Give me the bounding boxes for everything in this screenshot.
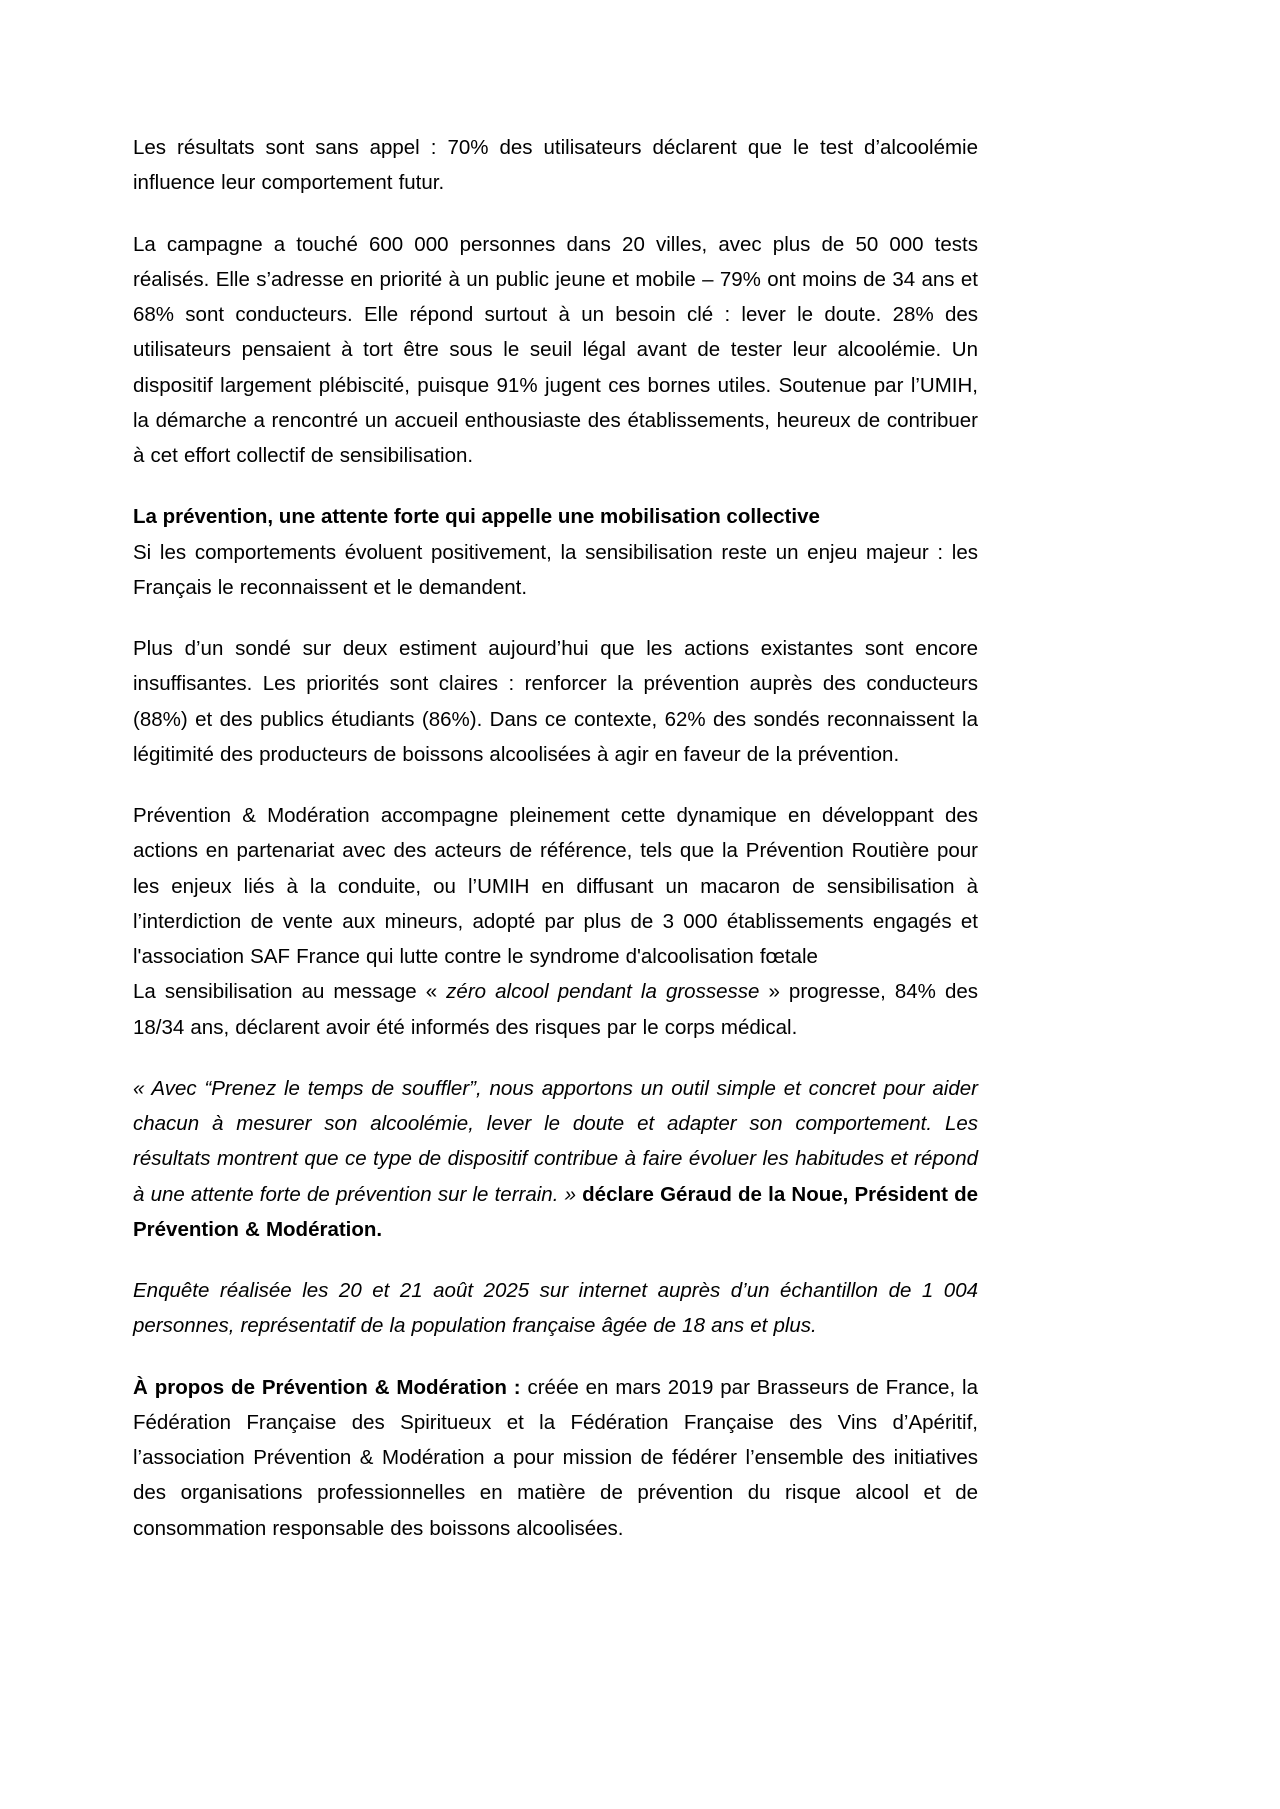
pregnancy-quote-italic: zéro alcool pendant la grossesse xyxy=(446,980,760,1004)
pregnancy-text-before: La sensibilisation au message « xyxy=(133,980,447,1004)
quote-attribution: déclare Géraud de la Noue, Président de Prévention & Modération. xyxy=(133,1182,979,1241)
paragraph-pregnancy-message xyxy=(133,974,978,1045)
paragraph-results: Les résultats sont sans appel : 70% des utilisateurs déclarent que le test d’alcoolémie influence leur comportement futur. xyxy=(133,136,978,195)
paragraph-quote xyxy=(133,1071,978,1247)
paragraph-survey-note: Enquête réalisée les 20 et 21 août 2025 sur internet auprès d’un échantillon de 1 004 personnes, représentatif de la population française âgée de 18 ans et plus. xyxy=(133,1279,978,1338)
about-label: À propos de Prévention & Modération : xyxy=(133,1375,521,1399)
about-description: créée en mars 2019 par Brasseurs de France, la Fédération Française des Spiritueux et la Fédération Française des Vins d’Apéritif, l’association Prévention & Modération a pour mission de fédérer l’ensemble des initiatives des organisations professionnelles en matière de prévention du risque alcool et de consommation responsable des boissons alcoolisées. xyxy=(133,1375,978,1540)
paragraph-priorities: Plus d’un sondé sur deux estiment aujourd’hui que les actions existantes sont encore insuffisantes. Les priorités sont claires : renforcer la prévention auprès des conducteurs (88%) et des publics étudiants (86%). Dans ce contexte, 62% des sondés reconnaissent la légitimité des producteurs de boissons alcoolisées à agir en faveur de la prévention. xyxy=(133,637,978,766)
section-heading-prevention: La prévention, une attente forte qui appelle une mobilisation collective xyxy=(133,505,820,529)
paragraph-partnerships: Prévention & Modération accompagne pleinement cette dynamique en développant des actions en partenariat avec des acteurs de référence, tels que la Prévention Routière pour les enjeux liés à la conduite, ou l’UMIH en diffusant un macaron de sensibilisation à l’interdiction de vente aux mineurs, adopté par plus de 3 000 établissements engagés et l'association SAF France qui lutte contre le syndrome d'alcoolisation fœtale xyxy=(133,804,978,968)
document-body xyxy=(133,130,978,1546)
paragraph-sensibilisation: Si les comportements évoluent positivement, la sensibilisation reste un enjeu majeur : les Français le reconnaissent et le demandent. xyxy=(133,540,978,599)
paragraph-about xyxy=(133,1370,978,1546)
pregnancy-text-after: » progresse, 84% des 18/34 ans, déclarent avoir été informés des risques par le corps médical. xyxy=(133,980,979,1039)
paragraph-campaign: La campagne a touché 600 000 personnes dans 20 villes, avec plus de 50 000 tests réalisés. Elle s’adresse en priorité à un public jeune et mobile – 79% ont moins de 34 ans et 68% sont conducteurs. Elle répond surtout à un besoin clé : lever le doute. 28% des utilisateurs pensaient à tort être sous le seuil légal avant de tester leur alcoolémie. Un dispositif largement plébiscité, puisque 91% jugent ces bornes utiles. Soutenue par l’UMIH, la démarche a rencontré un accueil enthousiaste des établissements, heureux de contribuer à cet effort collectif de sensibilisation. xyxy=(133,232,978,467)
quote-body: « Avec “Prenez le temps de souffler”, nous apportons un outil simple et concret pour aider chacun à mesurer son alcoolémie, lever le doute et adapter son comportement. Les résultats montrent que ce type de dispositif contribue à faire évoluer les habitudes et répond à une attente forte de prévention sur le terrain. » xyxy=(133,1076,978,1206)
